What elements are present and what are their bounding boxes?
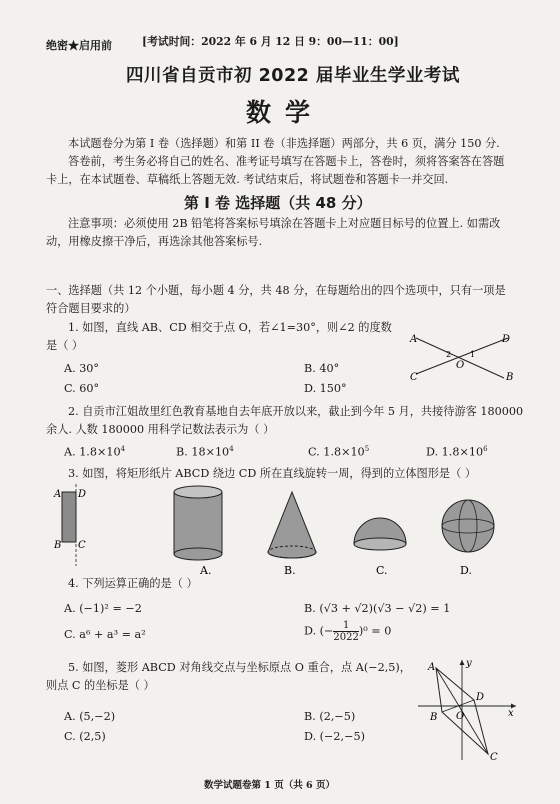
part-1-title: 第 I 卷 选择题（共 48 分） <box>184 194 372 212</box>
intro-line-2: 答卷前，考生务必将自己的姓名、准考证号填写在答题卡上，答卷时，须将答案答在答题 <box>68 155 505 168</box>
q3-option-c: C. <box>376 564 388 577</box>
q5-option-d: D. (−2,−5) <box>304 730 365 743</box>
q4-option-c: C. a⁶ + a³ = a² <box>64 628 146 641</box>
q5-option-b: B. (2,−5) <box>304 710 356 723</box>
q1-stem-1: 1. 如图，直线 AB、CD 相交于点 O，若∠1=30°，则∠2 的度数 <box>68 321 392 334</box>
q3-label-d: D <box>78 489 87 500</box>
q2-option-d: D. $1.8\times 10^6$ <box>426 445 488 459</box>
notice-line-2: 动，用橡皮擦干净后，再选涂其他答案标号. <box>46 235 263 248</box>
q1-label-c: C <box>410 372 418 383</box>
q4-option-b: B. (√3 + √2)(√3 − √2) = 1 <box>304 602 451 615</box>
q1-option-b: B. 40° <box>304 362 340 375</box>
q5-label-o: O <box>456 711 465 722</box>
q4-stem: 4. 下列运算正确的是（ ） <box>68 577 198 590</box>
exam-time: [考试时间：2022 年 6 月 12 日 9：00—11：00] <box>142 35 399 48</box>
q5-label-d: D <box>476 692 485 703</box>
fraction: $\frac{1}{2022}$ <box>333 620 359 643</box>
q2-option-c: C. $1.8\times 10^5$ <box>308 445 370 459</box>
q4-option-d: D. (− $\frac{1}{2022}$ )⁰ = 0 <box>304 620 392 643</box>
intro-line-1: 本试题卷分为第 I 卷（选择题）和第 II 卷（非选择题）两部分，共 6 页，满分 150 分. <box>68 137 500 150</box>
notice-line-1: 注意事项：必须使用 2B 铅笔将答案标号填涂在答题卡上对应题目标号的位置上. 如需改 <box>68 217 501 230</box>
q5-option-c: C. (2,5) <box>64 730 106 743</box>
q5-stem-1: 5. 如图，菱形 ABCD 对角线交点与坐标原点 O 重合，点 A(−2,5)， <box>68 661 411 674</box>
q3-cylinder <box>174 486 222 560</box>
confidential-label: 绝密★启用前 <box>46 39 112 52</box>
q5-label-x: x <box>508 708 514 719</box>
page-footer: 数学试题卷第 1 页（共 6 页） <box>204 780 335 791</box>
q3-cone <box>268 492 316 558</box>
exam-title: 四川省自贡市初 2022 届毕业生学业考试 <box>126 66 460 86</box>
q3-option-b: B. <box>284 564 296 577</box>
q3-stem: 3. 如图，将矩形纸片 ABCD 绕边 CD 所在直线旋转一周，得到的立体图形是（ ） <box>68 467 477 480</box>
q1-angle-2: 2 <box>446 350 452 359</box>
q2-stem-1: 2. 自贡市江姐故里红色教育基地自去年底开放以来，截止到今年 5 月，共接待游客 180000 <box>68 405 524 418</box>
q1-option-c: C. 60° <box>64 382 100 395</box>
q3-option-a: A. <box>200 564 212 577</box>
q1-option-a: A. 30° <box>64 362 100 375</box>
q5-stem-2: 则点 C 的坐标是（ ） <box>46 679 155 692</box>
q1-label-a: A <box>410 334 418 345</box>
q1-label-d: D <box>502 334 511 345</box>
q4-option-a: A. (−1)² = −2 <box>64 602 142 615</box>
q3-label-a: A <box>54 489 62 500</box>
q5-label-b: B <box>430 712 438 723</box>
q3-option-d: D. <box>460 564 472 577</box>
q3-label-b: B <box>54 540 62 551</box>
q1-figure <box>408 330 518 382</box>
q1-option-d: D. 150° <box>304 382 347 395</box>
q3-hemisphere <box>354 518 406 550</box>
intro-line-3: 卡上，在本试题卷、草稿纸上答题无效. 考试结束后，将试题卷和答题卡一并交回. <box>46 173 449 186</box>
q5-option-a: A. (5,−2) <box>64 710 116 723</box>
line-ab <box>416 338 504 378</box>
q2-option-b: B. $18\times 10^4$ <box>176 445 234 459</box>
section-heading-2: 符合题目要求的） <box>46 302 136 315</box>
q1-label-o: O <box>456 360 465 371</box>
q5-figure <box>416 656 520 764</box>
q3-figures <box>56 484 516 576</box>
section-heading-1: 一、选择题（共 12 个小题，每小题 4 分，共 48 分，在每题给出的四个选项中，只有一项是 <box>46 284 506 297</box>
q3-sphere <box>442 500 494 552</box>
q1-stem-2: 是（ ） <box>46 339 84 352</box>
q1-label-b: B <box>506 372 514 383</box>
q3-rectangle <box>62 492 76 542</box>
q5-label-y: y <box>466 658 472 669</box>
subject-title: 数学 <box>246 98 325 127</box>
q5-label-c: C <box>490 752 498 763</box>
q1-angle-1: 1 <box>470 350 476 359</box>
q3-label-c: C <box>78 540 86 551</box>
q2-stem-2: 余人. 人数 180000 用科学记数法表示为（ ） <box>46 423 275 436</box>
q2-option-a: A. $1.8\times 10^4$ <box>64 445 126 459</box>
q5-label-a: A <box>428 662 436 673</box>
